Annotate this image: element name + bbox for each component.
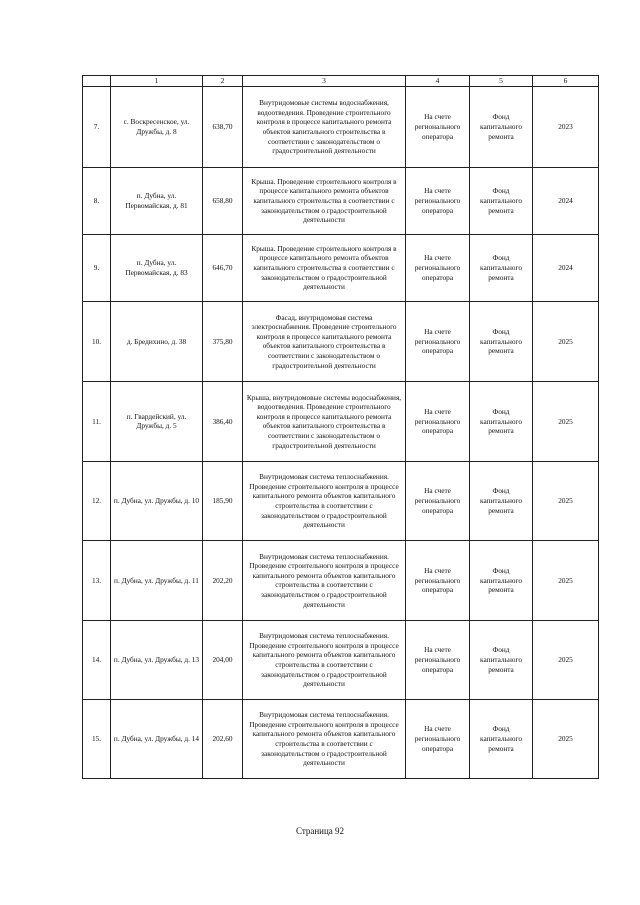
table-row bbox=[83, 461, 599, 540]
repair-plan-table-wrapper bbox=[82, 75, 598, 779]
work-description-cell: Внутридомовая система теплоснабжения. Проведение строительного контроля в процессе капитального ремонта объектов капитального строительства в соответствии с законодательством о градостроительной деятельности bbox=[243, 699, 406, 778]
year-cell: 2024 bbox=[533, 234, 599, 301]
year-cell: 2025 bbox=[533, 461, 599, 540]
header-cell-work-type: 3 bbox=[243, 76, 406, 87]
fund-cell: Фонд капитального ремонта bbox=[470, 461, 533, 540]
row-number-cell: 15. bbox=[83, 699, 111, 778]
fund-cell: Фонд капитального ремонта bbox=[470, 86, 533, 167]
area-cell: 202,60 bbox=[203, 699, 243, 778]
account-cell: На счете регионального оператора bbox=[406, 620, 470, 699]
header-cell-account: 4 bbox=[406, 76, 470, 87]
account-cell: На счете регионального оператора bbox=[406, 301, 470, 381]
fund-cell: Фонд капитального ремонта bbox=[470, 540, 533, 620]
table-row bbox=[83, 234, 599, 301]
work-description-cell: Крыша, внутридомовые системы водоснабжения, водоотведения. Проведение строительного контроля в процессе капитального ремонта объектов капитального строительства в соответствии с законодательством о градостроительной деятельности bbox=[243, 381, 406, 461]
year-cell: 2023 bbox=[533, 86, 599, 167]
address-cell: с. Воскресенское, ул. Дружбы, д. 8 bbox=[111, 86, 203, 167]
address-cell: д. Бредихино, д. 38 bbox=[111, 301, 203, 381]
area-cell: 658,80 bbox=[203, 167, 243, 234]
address-cell: п. Дубна, ул. Дружбы, д. 13 bbox=[111, 620, 203, 699]
address-cell: п. Дубна, ул. Дружбы, д. 10 bbox=[111, 461, 203, 540]
address-cell: п. Дубна, ул. Первомайская, д. 83 bbox=[111, 234, 203, 301]
work-description-cell: Крыша. Проведение строительного контроля в процессе капитального ремонта объектов капитального строительства в соответствии с законодательством о градостроительной деятельности bbox=[243, 234, 406, 301]
row-number-cell: 12. bbox=[83, 461, 111, 540]
header-cell-address: 1 bbox=[111, 76, 203, 87]
table-row bbox=[83, 540, 599, 620]
column-number-header-row bbox=[83, 76, 599, 87]
area-cell: 375,80 bbox=[203, 301, 243, 381]
year-cell: 2025 bbox=[533, 620, 599, 699]
account-cell: На счете регионального оператора bbox=[406, 167, 470, 234]
work-description-cell: Внутридомовые системы водоснабжения, водоотведения. Проведение строительного контроля в процессе капитального ремонта объектов капитального строительства в соответствии с законодательством о градостроительной деятельности bbox=[243, 86, 406, 167]
address-cell: п. Дубна, ул. Первомайская, д. 81 bbox=[111, 167, 203, 234]
account-cell: На счете регионального оператора bbox=[406, 461, 470, 540]
table-row bbox=[83, 86, 599, 167]
row-number-cell: 13. bbox=[83, 540, 111, 620]
account-cell: На счете регионального оператора bbox=[406, 381, 470, 461]
year-cell: 2025 bbox=[533, 301, 599, 381]
year-cell: 2024 bbox=[533, 167, 599, 234]
account-cell: На счете регионального оператора bbox=[406, 540, 470, 620]
work-description-cell: Крыша. Проведение строительного контроля в процессе капитального ремонта объектов капитального строительства в соответствии с законодательством о градостроительной деятельности bbox=[243, 167, 406, 234]
table-row bbox=[83, 381, 599, 461]
fund-cell: Фонд капитального ремонта bbox=[470, 301, 533, 381]
fund-cell: Фонд капитального ремонта bbox=[470, 699, 533, 778]
account-cell: На счете регионального оператора bbox=[406, 699, 470, 778]
row-number-cell: 9. bbox=[83, 234, 111, 301]
account-cell: На счете регионального оператора bbox=[406, 234, 470, 301]
header-cell-year: 6 bbox=[533, 76, 599, 87]
area-cell: 638,70 bbox=[203, 86, 243, 167]
fund-cell: Фонд капитального ремонта bbox=[470, 620, 533, 699]
row-number-cell: 8. bbox=[83, 167, 111, 234]
area-cell: 185,90 bbox=[203, 461, 243, 540]
area-cell: 202,20 bbox=[203, 540, 243, 620]
year-cell: 2025 bbox=[533, 540, 599, 620]
address-cell: п. Дубна, ул. Дружбы, д. 11 bbox=[111, 540, 203, 620]
table-row bbox=[83, 699, 599, 778]
header-cell-fund: 5 bbox=[470, 76, 533, 87]
row-number-cell: 11. bbox=[83, 381, 111, 461]
row-number-cell: 7. bbox=[83, 86, 111, 167]
work-description-cell: Внутридомовая система теплоснабжения. Проведение строительного контроля в процессе капитального ремонта объектов капитального строительства в соответствии с законодательством о градостроительной деятельности bbox=[243, 620, 406, 699]
account-cell: На счете регионального оператора bbox=[406, 86, 470, 167]
area-cell: 204,00 bbox=[203, 620, 243, 699]
area-cell: 646,70 bbox=[203, 234, 243, 301]
year-cell: 2025 bbox=[533, 381, 599, 461]
header-cell-index bbox=[83, 76, 111, 87]
table-row bbox=[83, 620, 599, 699]
address-cell: п. Дубна, ул. Дружбы, д. 14 bbox=[111, 699, 203, 778]
fund-cell: Фонд капитального ремонта bbox=[470, 167, 533, 234]
address-cell: п. Гвардейский, ул. Дружбы, д. 5 bbox=[111, 381, 203, 461]
header-cell-area: 2 bbox=[203, 76, 243, 87]
work-description-cell: Внутридомовая система теплоснабжения. Проведение строительного контроля в процессе капитального ремонта объектов капитального строительства в соответствии с законодательством о градостроительной деятельности bbox=[243, 540, 406, 620]
table-row bbox=[83, 301, 599, 381]
fund-cell: Фонд капитального ремонта bbox=[470, 381, 533, 461]
work-description-cell: Фасад, внутридомовая система электроснабжения. Проведение строительного контроля в процессе капитального ремонта объектов капитального строительства в соответствии с законодательством о градостроительной деятельности bbox=[243, 301, 406, 381]
table-row bbox=[83, 167, 599, 234]
fund-cell: Фонд капитального ремонта bbox=[470, 234, 533, 301]
page-number: Страница 92 bbox=[295, 826, 345, 836]
repair-plan-table bbox=[82, 75, 599, 779]
year-cell: 2025 bbox=[533, 699, 599, 778]
area-cell: 386,40 bbox=[203, 381, 243, 461]
row-number-cell: 14. bbox=[83, 620, 111, 699]
work-description-cell: Внутридомовая система теплоснабжения. Проведение строительного контроля в процессе капитального ремонта объектов капитального строительства в соответствии с законодательством о градостроительной деятельности bbox=[243, 461, 406, 540]
row-number-cell: 10. bbox=[83, 301, 111, 381]
